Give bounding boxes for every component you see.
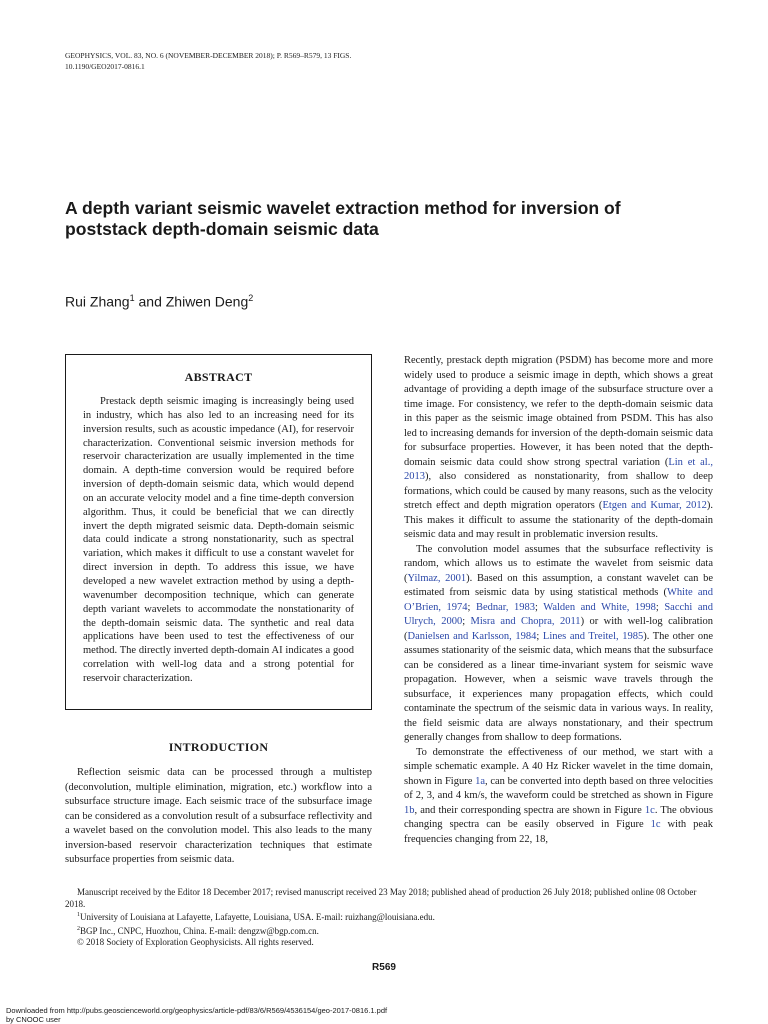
affiliation-text: University of Louisiana at Lafayette, Lafayette, Louisiana, USA. E-mail: ruizhang@louisiana.edu. — [80, 912, 435, 922]
section-heading-introduction: INTRODUCTION — [168, 740, 269, 754]
text-run: Recently, prestack depth migration (PSDM) has become more and more widely used to produce a seismic image in depth, which shows a great advantage of providing a depth image of the subsurface structure over a time image. For consistency, we refer to the depth-domain seismic data in this paper as the seismic image obtained from PSDM. This has also led to increasing demands for inversion of the depth-domain seismic data for subsurface properties. However, it has been noted that the depth-domain seismic data could show strong spectral variation ( — [404, 355, 713, 468]
journal-citation: GEOPHYSICS, VOL. 83, NO. 6 (NOVEMBER-DECEMBER 2018); P. R569–R579, 13 FIGS. — [65, 51, 352, 60]
text-run: , can be converted into depth based on three velocities of 2, 3, and 4 km/s, the waveform could be stretched as shown in Figure — [404, 775, 714, 801]
affiliation-marker: 2 — [248, 293, 254, 303]
journal-header — [65, 50, 351, 72]
author-name: Rui Zhang — [65, 293, 130, 310]
manuscript-received-note: Manuscript received by the Editor 18 December 2017; revised manuscript received 23 May 2018; published ahead of production 26 July 2018; published online 08 October 2018. — [65, 887, 697, 909]
citation-link[interactable]: Lines and Treitel, 1985 — [542, 630, 644, 642]
download-url-line[interactable]: Downloaded from http://pubs.geoscienceworld.org/geophysics/article-pdf/83/6/R569/4536154/geo-2017-0816.1.pdf — [6, 1006, 388, 1015]
text-run: To demonstrate the effectiveness of our method, we start with a simple schematic example. A 40 Hz Ricker wavelet in the time domain, shown in Figure — [404, 746, 713, 787]
text-run: The convolution model assumes that the subsurface reflectivity is random, which allows us to estimate the wavelet from seismic data ( — [404, 543, 713, 584]
paragraph — [404, 543, 713, 746]
copyright-notice: © 2018 Society of Exploration Geophysicists. All rights reserved. — [77, 937, 314, 947]
text-run: , and their corresponding spectra are shown in Figure — [414, 804, 645, 816]
citation-link[interactable]: Misra and Chopra, 2011 — [470, 616, 581, 627]
affiliation-marker: 2 — [77, 925, 80, 932]
paragraph: Reflection seismic data can be processed through a multistep (deconvolution, multiple elimination, migration, etc.) workflow into a subsurface structure image. Each seismic trace of the subsurface image can be considered as a convolution result of a subsurface reflectivity and a wavelet based on the convolution model. This also leads to the many inversion-based reservoir characterization techniques that estimate subsurface properties from seismic data. — [65, 767, 372, 865]
text-run: with peak frequencies changing from 22, 18, — [404, 819, 713, 845]
text-run: ; — [535, 601, 544, 613]
affiliation-marker: 1 — [77, 912, 80, 918]
citation-link[interactable]: Sacchi and Ulrych, 2000 — [404, 601, 713, 627]
text-run: ) or with well-log calibration ( — [404, 616, 713, 642]
introduction-body — [65, 766, 372, 868]
download-user-line: by CNOOC user — [6, 1015, 61, 1024]
citation-link[interactable]: Lin et al., 2013 — [404, 456, 713, 482]
text-run: ). Based on this assumption, a constant wavelet can be estimated from seismic data by using statistical methods ( — [404, 572, 713, 598]
page-number: R569 — [372, 962, 396, 973]
right-column — [404, 354, 713, 847]
citation-link[interactable]: Bednar, 1983 — [475, 601, 536, 613]
paragraph — [404, 746, 713, 848]
citation-link[interactable]: Walden and White, 1998 — [543, 601, 656, 613]
affiliation-footnote — [65, 910, 715, 924]
abstract-text: Prestack depth seismic imaging is increasingly being used in industry, which has also led to an increasing need for its inversion results, such as acoustic impedance (AI), for reservoir characterization. Conventional seismic inversion methods for reservoir characterization are usually implemented in the time domain. A depth-time conversion would be required before inversion of depth-domain seismic data, which would depend on an accurate velocity model and a fine time-depth conversion algorithm. Thus, it could be beneficial that we can directly invert the depth migrated seismic data. Depth-domain seismic data could indicate a strong nonstationarity, such as spectral variation, which makes it difficult to use a constant wavelet for direct inversion in depth. To address this issue, we have developed a new wavelet extraction method by using a depth-wavenumber decomposition technique, which can generate depth variant wavelets to accommodate the nonstationarity of the depth-domain seismic data. The synthetic and real data applications have been used to test the effectiveness of our method. The directly inverted depth-domain AI indicates a good correlation with well-log data and a strong potential for reservoir characterization. — [83, 396, 354, 684]
figure-link[interactable]: 1c — [650, 819, 661, 830]
article-title: A depth variant seismic wavelet extraction method for inversion of poststack depth-domain seismic data — [65, 198, 621, 239]
abstract-box — [65, 354, 372, 710]
text-run: ; — [462, 616, 471, 627]
paragraph — [404, 354, 713, 543]
doi[interactable]: 10.1190/GEO2017-0816.1 — [65, 62, 145, 71]
author-conjunction: and — [134, 293, 166, 310]
text-run: ). This makes it difficult to assume the stationarity of the depth-domain seismic data and may result in problematic inversion results. — [404, 500, 714, 540]
download-notice — [6, 1006, 387, 1024]
citation-link[interactable]: Yilmaz, 2001 — [407, 572, 467, 584]
affiliation-footnote — [65, 924, 715, 938]
text-run: ; — [467, 601, 476, 613]
text-run: ; — [655, 601, 665, 613]
citation-link[interactable]: Danielsen and Karlsson, 1984 — [407, 630, 537, 642]
author-name: Zhiwen Deng — [165, 293, 249, 310]
text-run: ), also considered as nonstationarity, from shallow to deep formations, which could be caused by many reasons, such as the velocity stretch effect and depth migration operators ( — [404, 471, 713, 511]
text-run: ; — [536, 630, 543, 642]
figure-link[interactable]: 1a — [475, 775, 485, 787]
text-run: . The obvious changing spectra can be easily observed in Figure — [404, 804, 713, 830]
authors — [65, 289, 253, 311]
footnotes — [65, 887, 715, 949]
figure-link[interactable]: 1b — [404, 804, 415, 816]
affiliation-marker: 1 — [129, 293, 135, 303]
citation-link[interactable]: Etgen and Kumar, 2012 — [602, 500, 707, 511]
text-run: ). The other one assumes stationarity of the seismic data, which means that the subsurface can be considered as a linear time-invariant system for seismic wave propagation. However, when a seismic wave travels through the subsurface, it experiences many propagation effects, which could contaminate the spectrum of the seismic data in various ways. In reality, the field seismic data are always nonstationary, and their spectrum generally changes from shallow to deep formations. — [404, 630, 714, 743]
figure-link[interactable]: 1c — [644, 804, 655, 816]
citation-link[interactable]: White and O’Brien, 1974 — [404, 587, 713, 613]
affiliation-text: BGP Inc., CNPC, Huozhou, China. E-mail: dengzw@bgp.com.cn. — [80, 925, 319, 936]
abstract-heading: ABSTRACT — [184, 370, 253, 384]
